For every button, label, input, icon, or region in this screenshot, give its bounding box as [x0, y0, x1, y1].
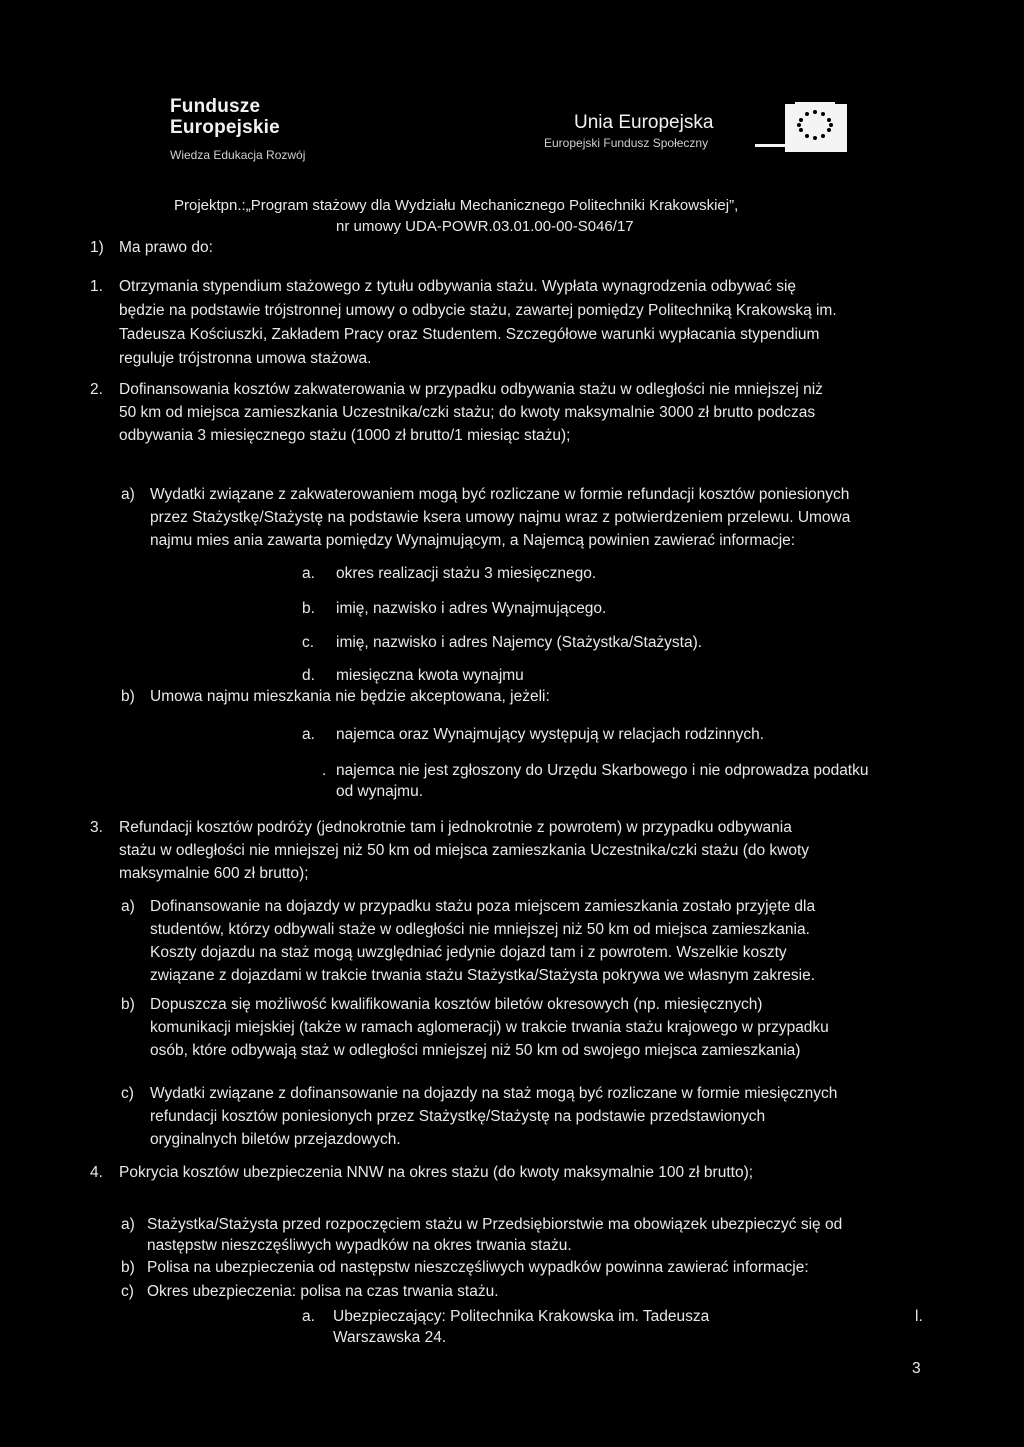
item-2a-sub-b-text: imię, nazwisko i adres Wynajmującego. — [336, 600, 607, 617]
ue-title: Unia Europejska — [574, 112, 714, 133]
item-2b-sub-b-line: od wynajmu. — [336, 783, 424, 800]
item-4a-line: Stażystka/Stażysta przed rozpoczęciem stażu w Przedsiębiorstwie ma obowiązek ubezpieczyć się od — [147, 1216, 843, 1233]
item-2a-number: a) — [121, 486, 135, 503]
item-4a-line: następstw nieszczęśliwych wypadków na okres trwania stażu. — [147, 1237, 572, 1254]
item-3-text — [119, 817, 939, 884]
item-2b-sub-b-text — [336, 760, 869, 802]
item-2-number: 2. — [90, 381, 103, 398]
item-3a-line: studentów, którzy odbywali staże w odległości nie mniejszej niż 50 km od miejsca zamieszkania. — [150, 921, 810, 938]
item-3c-line: Wydatki związane z dofinansowanie na dojazdy na staż mogą być rozliczane w formie miesięcznych — [150, 1085, 838, 1102]
item-3a-line: Koszty dojazdu na staż mogą uwzględniać jedynie dojazd tam i z powrotem. Wszelkie koszty — [150, 944, 787, 961]
item-2a-text — [150, 484, 950, 551]
item-2-line: odbywania 3 miesięcznego stażu (1000 zł brutto/1 miesiąc stażu); — [119, 427, 571, 444]
item-4-number: 4. — [90, 1164, 103, 1181]
item-3-line: maksymalnie 600 zł brutto); — [119, 865, 309, 882]
project-title: Projektpn.:„Program stażowy dla Wydziału Mechanicznego Politechniki Krakowskiej”, — [174, 197, 739, 214]
item-2b-sub-a-text: najemca oraz Wynajmujący występują w relacjach rodzinnych. — [336, 726, 765, 743]
item-2a-sub-c-number: c. — [302, 634, 315, 651]
item-4c-text: Okres ubezpieczenia: polisa na czas trwania stażu. — [147, 1283, 499, 1300]
item-1-line: Tadeusza Kościuszki, Zakładem Pracy oraz Studentem. Szczegółowe warunki wypłacania stypendium — [119, 326, 820, 343]
item-3b-line: Dopuszcza się możliwość kwalifikowania kosztów biletów okresowych (np. miesięcznych) — [150, 996, 763, 1013]
item-2a-sub-a-number: a. — [302, 565, 315, 582]
fe-logo-text — [170, 96, 280, 138]
item-2a-sub-d-text: miesięczna kwota wynajmu — [336, 667, 524, 684]
item-4c-number: c) — [121, 1283, 134, 1300]
item-4-text: Pokrycia kosztów ubezpieczenia NNW na okres stażu (do kwoty maksymalnie 100 zł brutto); — [119, 1164, 754, 1181]
item-3a-line: Dofinansowanie na dojazdy w przypadku stażu poza miejscem zamieszkania zostało przyjęte dla — [150, 898, 816, 915]
ue-subtitle: Europejski Fundusz Społeczny — [544, 136, 709, 150]
item-2b-sub-a-number: a. — [302, 726, 315, 743]
item-3b-number: b) — [121, 996, 135, 1013]
item-2a-sub-d-number: d. — [302, 667, 315, 684]
item-4c-sub-a-number: a. — [302, 1308, 315, 1325]
item-3-line: stażu w odległości nie mniejszej niż 50 km od miejsca zamieszkania Uczestnika/czki stażu (do kwoty — [119, 842, 810, 859]
item-2a-sub-c-text: imię, nazwisko i adres Najemcy (Stażystka/Stażysta). — [336, 634, 703, 651]
item-3b-line: osób, które odbywają staż w odległości mniejszej niż 50 km od swojego miejsca zamieszkania) — [150, 1042, 801, 1059]
item-4c-sub-a-line: Warszawska 24. — [333, 1329, 447, 1346]
item-1-line: będzie na podstawie trójstronnej umowy o odbycie stażu, zawartej pomiędzy Politechniką Krakowską im. — [119, 302, 837, 319]
fe-logo-line2: Europejskie — [170, 117, 280, 138]
item-3c-number: c) — [121, 1085, 134, 1102]
item-1-text — [119, 276, 929, 369]
item-1-line: reguluje trójstronna umowa stażowa. — [119, 350, 372, 367]
eu-flag-icon — [755, 100, 847, 152]
item-4b-number: b) — [121, 1259, 135, 1276]
item-2a-line: przez Stażystkę/Stażystę na podstawie ksera umowy najmu wraz z potwierdzeniem przelewu. Umowa — [150, 509, 851, 526]
item-2b-sub-b-line: najemca nie jest zgłoszony do Urzędu Skarbowego i nie odprowadza podatku — [336, 762, 869, 779]
item-4c-sub-a-line: Ubezpieczający: Politechnika Krakowska im. Tadeusza — [333, 1308, 710, 1325]
item-3-line: Refundacji kosztów podróży (jednokrotnie tam i jednokrotnie z powrotem) w przypadku odbywania — [119, 819, 792, 836]
page-number-fragment: 3 — [912, 1360, 921, 1377]
item-3a-number: a) — [121, 898, 135, 915]
item-4c-sub-a-tail: l. — [915, 1308, 923, 1325]
item-2-text — [119, 379, 939, 446]
item-2a-line: najmu mies ania zawarta pomiędzy Wynajmującym, a Najemcą powinien zawierać informacje: — [150, 532, 796, 549]
item-2-line: 50 km od miejsca zamieszkania Uczestnika/czki stażu; do kwoty maksymalnie 3000 zł brutto podczas — [119, 404, 816, 421]
fe-logo-subtitle: Wiedza Edukacja Rozwój — [170, 148, 306, 162]
item-3a-text — [150, 896, 940, 986]
item-2a-line: Wydatki związane z zakwaterowaniem mogą być rozliczane w formie refundacji kosztów poniesionych — [150, 486, 850, 503]
item-1-number: 1. — [90, 278, 103, 295]
item-3c-line: oryginalnych biletów przejazdowych. — [150, 1131, 401, 1148]
project-contract-number: nr umowy UDA-POWR.03.01.00-00-S046/17 — [336, 218, 634, 235]
item-2-line: Dofinansowania kosztów zakwaterowania w przypadku odbywania stażu w odległości nie mniejszej niż — [119, 381, 823, 398]
item-2a-sub-a-text: okres realizacji stażu 3 miesięcznego. — [336, 565, 597, 582]
item-3b-line: komunikacji miejskiej (także w ramach aglomeracji) w trakcie trwania stażu krajowego w przypadku — [150, 1019, 829, 1036]
item-3b-text — [150, 994, 940, 1061]
item-4a-text — [147, 1214, 947, 1256]
fe-logo-line1: Fundusze — [170, 96, 261, 117]
item-4c-sub-a-text — [333, 1306, 709, 1348]
item-2b-number: b) — [121, 688, 135, 705]
item-1-line: Otrzymania stypendium stażowego z tytułu odbywania stażu. Wypłata wynagrodzenia odbywać się — [119, 278, 797, 295]
item-2b-sub-b-number: . — [322, 762, 327, 779]
item-2b-text: Umowa najmu mieszkania nie będzie akceptowana, jeżeli: — [150, 688, 550, 705]
item-4a-number: a) — [121, 1216, 135, 1233]
item-3c-text — [150, 1083, 940, 1150]
item-2a-sub-b-number: b. — [302, 600, 315, 617]
item-4b-text: Polisa na ubezpieczenia od następstw nieszczęśliwych wypadków powinna zawierać informacje: — [147, 1259, 809, 1276]
item-3c-line: refundacji kosztów poniesionych przez Stażystkę/Stażystę na podstawie przedstawionych — [150, 1108, 766, 1125]
item-3a-line: związane z dojazdami w trakcie trwania stażu Stażystka/Stażysta pokrywa we własnym zakresie. — [150, 967, 816, 984]
intro-text: Ma prawo do: — [119, 239, 213, 256]
item-3-number: 3. — [90, 819, 103, 836]
intro-number: 1) — [90, 239, 104, 256]
project-info — [174, 195, 874, 237]
